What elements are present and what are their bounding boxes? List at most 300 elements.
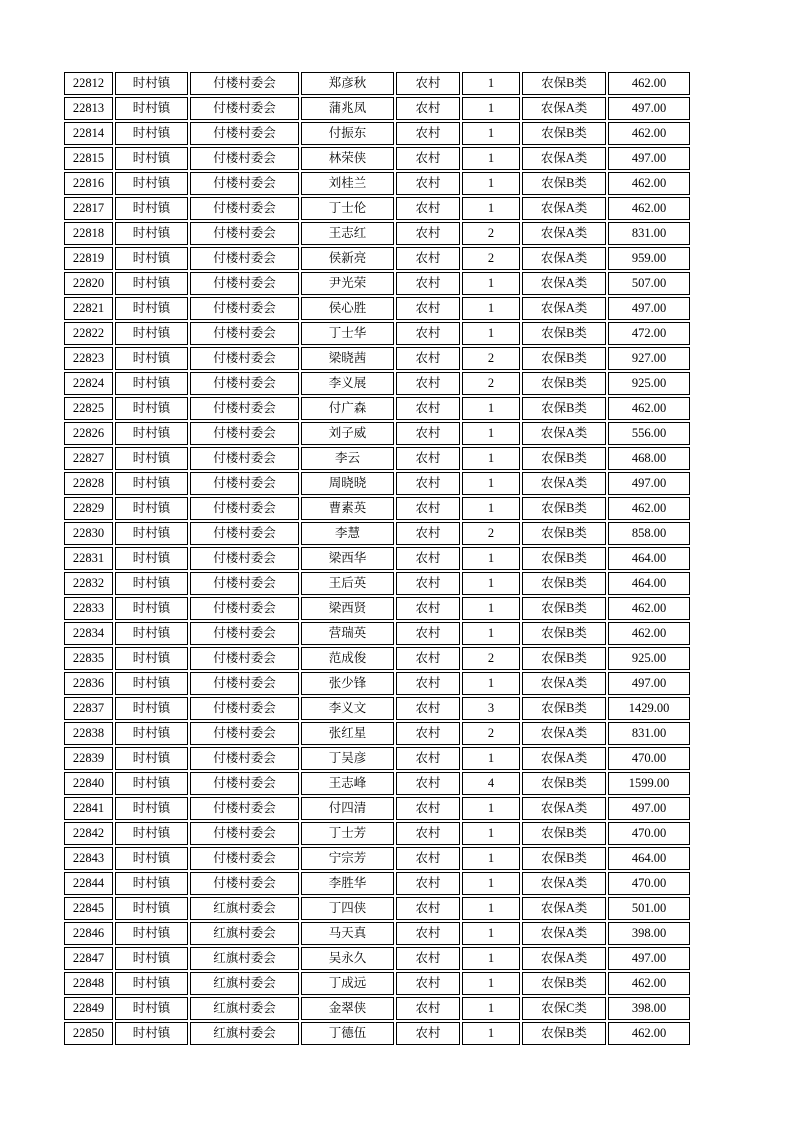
- cell-village-committee: 付楼村委会: [190, 822, 299, 845]
- cell-count: 1: [462, 397, 520, 420]
- cell-serial: 22816: [64, 172, 113, 195]
- cell-serial: 22849: [64, 997, 113, 1020]
- cell-count: 1: [462, 197, 520, 220]
- cell-serial: 22821: [64, 297, 113, 320]
- cell-amount: 462.00: [608, 397, 690, 420]
- cell-serial: 22842: [64, 822, 113, 845]
- cell-amount: 462.00: [608, 197, 690, 220]
- cell-serial: 22833: [64, 597, 113, 620]
- cell-village-committee: 付楼村委会: [190, 122, 299, 145]
- cell-serial: 22832: [64, 572, 113, 595]
- cell-person-name: 侯心胜: [301, 297, 394, 320]
- cell-person-name: 刘桂兰: [301, 172, 394, 195]
- cell-amount: 470.00: [608, 872, 690, 895]
- cell-category: 农村: [396, 247, 460, 270]
- cell-village-committee: 付楼村委会: [190, 422, 299, 445]
- cell-person-name: 李义展: [301, 372, 394, 395]
- cell-serial: 22818: [64, 222, 113, 245]
- cell-insurance-type: 农保B类: [522, 322, 606, 345]
- cell-amount: 464.00: [608, 847, 690, 870]
- cell-count: 1: [462, 447, 520, 470]
- cell-amount: 497.00: [608, 297, 690, 320]
- cell-insurance-type: 农保C类: [522, 997, 606, 1020]
- cell-village-committee: 付楼村委会: [190, 272, 299, 295]
- cell-person-name: 李慧: [301, 522, 394, 545]
- cell-category: 农村: [396, 747, 460, 770]
- cell-category: 农村: [396, 972, 460, 995]
- cell-category: 农村: [396, 422, 460, 445]
- cell-category: 农村: [396, 547, 460, 570]
- cell-insurance-type: 农保B类: [522, 847, 606, 870]
- cell-count: 1: [462, 847, 520, 870]
- table-row: [64, 822, 690, 845]
- cell-category: 农村: [396, 197, 460, 220]
- cell-category: 农村: [396, 672, 460, 695]
- cell-village-committee: 红旗村委会: [190, 947, 299, 970]
- cell-serial: 22819: [64, 247, 113, 270]
- cell-town: 时村镇: [115, 597, 188, 620]
- cell-insurance-type: 农保B类: [522, 572, 606, 595]
- cell-insurance-type: 农保B类: [522, 622, 606, 645]
- cell-town: 时村镇: [115, 122, 188, 145]
- cell-person-name: 曹素英: [301, 497, 394, 520]
- cell-category: 农村: [396, 347, 460, 370]
- cell-insurance-type: 农保A类: [522, 272, 606, 295]
- cell-count: 1: [462, 597, 520, 620]
- cell-village-committee: 付楼村委会: [190, 97, 299, 120]
- cell-town: 时村镇: [115, 97, 188, 120]
- cell-town: 时村镇: [115, 947, 188, 970]
- cell-person-name: 蒲兆凤: [301, 97, 394, 120]
- cell-insurance-type: 农保B类: [522, 347, 606, 370]
- cell-amount: 398.00: [608, 922, 690, 945]
- cell-serial: 22836: [64, 672, 113, 695]
- cell-insurance-type: 农保B类: [522, 772, 606, 795]
- cell-insurance-type: 农保B类: [522, 522, 606, 545]
- cell-serial: 22815: [64, 147, 113, 170]
- cell-town: 时村镇: [115, 622, 188, 645]
- cell-amount: 1599.00: [608, 772, 690, 795]
- cell-category: 农村: [396, 147, 460, 170]
- cell-category: 农村: [396, 697, 460, 720]
- cell-count: 2: [462, 247, 520, 270]
- cell-amount: 556.00: [608, 422, 690, 445]
- cell-count: 1: [462, 272, 520, 295]
- cell-amount: 927.00: [608, 347, 690, 370]
- cell-amount: 462.00: [608, 497, 690, 520]
- cell-serial: 22838: [64, 722, 113, 745]
- cell-person-name: 梁西贤: [301, 597, 394, 620]
- cell-category: 农村: [396, 797, 460, 820]
- cell-person-name: 张红星: [301, 722, 394, 745]
- table-row: [64, 972, 690, 995]
- cell-amount: 398.00: [608, 997, 690, 1020]
- cell-village-committee: 付楼村委会: [190, 197, 299, 220]
- cell-amount: 462.00: [608, 72, 690, 95]
- table-row: [64, 897, 690, 920]
- cell-count: 1: [462, 97, 520, 120]
- cell-town: 时村镇: [115, 972, 188, 995]
- cell-person-name: 吴永久: [301, 947, 394, 970]
- cell-insurance-type: 农保A类: [522, 422, 606, 445]
- cell-town: 时村镇: [115, 272, 188, 295]
- cell-village-committee: 付楼村委会: [190, 772, 299, 795]
- table-row: [64, 197, 690, 220]
- cell-serial: 22827: [64, 447, 113, 470]
- cell-amount: 462.00: [608, 172, 690, 195]
- table-row: [64, 172, 690, 195]
- cell-count: 1: [462, 297, 520, 320]
- cell-serial: 22850: [64, 1022, 113, 1045]
- table-row: [64, 772, 690, 795]
- cell-person-name: 付振东: [301, 122, 394, 145]
- cell-count: 1: [462, 822, 520, 845]
- cell-village-committee: 付楼村委会: [190, 572, 299, 595]
- cell-category: 农村: [396, 72, 460, 95]
- cell-insurance-type: 农保A类: [522, 722, 606, 745]
- table-row: [64, 697, 690, 720]
- cell-insurance-type: 农保B类: [522, 822, 606, 845]
- cell-count: 2: [462, 522, 520, 545]
- cell-village-committee: 付楼村委会: [190, 872, 299, 895]
- cell-category: 农村: [396, 622, 460, 645]
- cell-person-name: 尹光荣: [301, 272, 394, 295]
- table-row: [64, 472, 690, 495]
- cell-town: 时村镇: [115, 572, 188, 595]
- cell-town: 时村镇: [115, 547, 188, 570]
- payment-table: [62, 70, 692, 1047]
- cell-insurance-type: 农保A类: [522, 872, 606, 895]
- cell-serial: 22835: [64, 647, 113, 670]
- cell-village-committee: 付楼村委会: [190, 472, 299, 495]
- cell-category: 农村: [396, 722, 460, 745]
- cell-person-name: 宁宗芳: [301, 847, 394, 870]
- cell-category: 农村: [396, 922, 460, 945]
- cell-serial: 22844: [64, 872, 113, 895]
- cell-village-committee: 付楼村委会: [190, 747, 299, 770]
- table-row: [64, 522, 690, 545]
- cell-count: 2: [462, 647, 520, 670]
- cell-count: 1: [462, 947, 520, 970]
- cell-count: 1: [462, 922, 520, 945]
- cell-town: 时村镇: [115, 647, 188, 670]
- cell-town: 时村镇: [115, 697, 188, 720]
- cell-person-name: 王后英: [301, 572, 394, 595]
- cell-category: 农村: [396, 272, 460, 295]
- cell-village-committee: 付楼村委会: [190, 797, 299, 820]
- cell-count: 1: [462, 1022, 520, 1045]
- cell-count: 1: [462, 747, 520, 770]
- cell-category: 农村: [396, 372, 460, 395]
- cell-person-name: 丁士伦: [301, 197, 394, 220]
- cell-amount: 497.00: [608, 147, 690, 170]
- cell-village-committee: 付楼村委会: [190, 722, 299, 745]
- cell-count: 1: [462, 422, 520, 445]
- cell-insurance-type: 农保B类: [522, 1022, 606, 1045]
- cell-amount: 959.00: [608, 247, 690, 270]
- table-row: [64, 72, 690, 95]
- cell-serial: 22831: [64, 547, 113, 570]
- cell-serial: 22829: [64, 497, 113, 520]
- table-row: [64, 297, 690, 320]
- cell-serial: 22847: [64, 947, 113, 970]
- cell-amount: 470.00: [608, 747, 690, 770]
- cell-amount: 501.00: [608, 897, 690, 920]
- cell-insurance-type: 农保A类: [522, 922, 606, 945]
- cell-amount: 507.00: [608, 272, 690, 295]
- table-row: [64, 97, 690, 120]
- cell-village-committee: 付楼村委会: [190, 147, 299, 170]
- cell-town: 时村镇: [115, 1022, 188, 1045]
- cell-town: 时村镇: [115, 497, 188, 520]
- cell-serial: 22813: [64, 97, 113, 120]
- cell-serial: 22839: [64, 747, 113, 770]
- cell-amount: 470.00: [608, 822, 690, 845]
- cell-count: 1: [462, 547, 520, 570]
- cell-category: 农村: [396, 997, 460, 1020]
- cell-serial: 22845: [64, 897, 113, 920]
- cell-amount: 472.00: [608, 322, 690, 345]
- cell-village-committee: 付楼村委会: [190, 372, 299, 395]
- table-row: [64, 797, 690, 820]
- cell-person-name: 郑彦秋: [301, 72, 394, 95]
- cell-count: 1: [462, 672, 520, 695]
- cell-category: 农村: [396, 1022, 460, 1045]
- cell-person-name: 范成俊: [301, 647, 394, 670]
- cell-amount: 468.00: [608, 447, 690, 470]
- cell-insurance-type: 农保A类: [522, 672, 606, 695]
- cell-serial: 22814: [64, 122, 113, 145]
- cell-count: 1: [462, 997, 520, 1020]
- cell-town: 时村镇: [115, 922, 188, 945]
- table-row: [64, 422, 690, 445]
- cell-serial: 22848: [64, 972, 113, 995]
- cell-person-name: 侯新亮: [301, 247, 394, 270]
- cell-town: 时村镇: [115, 522, 188, 545]
- cell-amount: 858.00: [608, 522, 690, 545]
- cell-category: 农村: [396, 597, 460, 620]
- cell-village-committee: 付楼村委会: [190, 222, 299, 245]
- cell-village-committee: 红旗村委会: [190, 997, 299, 1020]
- table-row: [64, 847, 690, 870]
- cell-amount: 497.00: [608, 672, 690, 695]
- cell-count: 3: [462, 697, 520, 720]
- cell-count: 1: [462, 572, 520, 595]
- cell-category: 农村: [396, 847, 460, 870]
- cell-town: 时村镇: [115, 72, 188, 95]
- cell-insurance-type: 农保A类: [522, 797, 606, 820]
- cell-person-name: 张少锋: [301, 672, 394, 695]
- cell-category: 农村: [396, 297, 460, 320]
- cell-count: 4: [462, 772, 520, 795]
- cell-serial: 22846: [64, 922, 113, 945]
- cell-village-committee: 付楼村委会: [190, 672, 299, 695]
- table-row: [64, 747, 690, 770]
- cell-amount: 925.00: [608, 372, 690, 395]
- table-row: [64, 672, 690, 695]
- cell-town: 时村镇: [115, 197, 188, 220]
- cell-serial: 22812: [64, 72, 113, 95]
- table-row: [64, 1022, 690, 1045]
- cell-serial: 22824: [64, 372, 113, 395]
- cell-village-committee: 付楼村委会: [190, 397, 299, 420]
- cell-category: 农村: [396, 122, 460, 145]
- cell-serial: 22823: [64, 347, 113, 370]
- cell-amount: 831.00: [608, 222, 690, 245]
- table-row: [64, 322, 690, 345]
- table-row: [64, 947, 690, 970]
- cell-category: 农村: [396, 647, 460, 670]
- cell-person-name: 丁士华: [301, 322, 394, 345]
- table-row: [64, 222, 690, 245]
- cell-town: 时村镇: [115, 322, 188, 345]
- cell-count: 1: [462, 872, 520, 895]
- cell-town: 时村镇: [115, 222, 188, 245]
- cell-count: 1: [462, 897, 520, 920]
- cell-town: 时村镇: [115, 172, 188, 195]
- cell-category: 农村: [396, 572, 460, 595]
- table-row: [64, 597, 690, 620]
- cell-category: 农村: [396, 897, 460, 920]
- cell-town: 时村镇: [115, 147, 188, 170]
- cell-insurance-type: 农保B类: [522, 397, 606, 420]
- cell-amount: 462.00: [608, 597, 690, 620]
- cell-category: 农村: [396, 172, 460, 195]
- cell-amount: 462.00: [608, 1022, 690, 1045]
- cell-insurance-type: 农保B类: [522, 597, 606, 620]
- cell-town: 时村镇: [115, 997, 188, 1020]
- cell-person-name: 丁成远: [301, 972, 394, 995]
- table-row: [64, 147, 690, 170]
- table-row: [64, 447, 690, 470]
- cell-amount: 497.00: [608, 947, 690, 970]
- cell-insurance-type: 农保B类: [522, 372, 606, 395]
- cell-insurance-type: 农保B类: [522, 547, 606, 570]
- cell-insurance-type: 农保A类: [522, 222, 606, 245]
- cell-person-name: 付广森: [301, 397, 394, 420]
- cell-person-name: 李云: [301, 447, 394, 470]
- cell-person-name: 丁士芳: [301, 822, 394, 845]
- cell-category: 农村: [396, 497, 460, 520]
- cell-serial: 22841: [64, 797, 113, 820]
- cell-village-committee: 付楼村委会: [190, 697, 299, 720]
- table-row: [64, 547, 690, 570]
- cell-town: 时村镇: [115, 372, 188, 395]
- cell-count: 1: [462, 472, 520, 495]
- cell-count: 2: [462, 347, 520, 370]
- cell-amount: 464.00: [608, 547, 690, 570]
- cell-person-name: 金翠侠: [301, 997, 394, 1020]
- cell-insurance-type: 农保A类: [522, 297, 606, 320]
- cell-village-committee: 付楼村委会: [190, 547, 299, 570]
- table-row: [64, 247, 690, 270]
- cell-town: 时村镇: [115, 422, 188, 445]
- cell-serial: 22828: [64, 472, 113, 495]
- cell-town: 时村镇: [115, 397, 188, 420]
- table-row: [64, 122, 690, 145]
- cell-serial: 22837: [64, 697, 113, 720]
- cell-town: 时村镇: [115, 897, 188, 920]
- cell-person-name: 林荣侠: [301, 147, 394, 170]
- cell-village-committee: 红旗村委会: [190, 922, 299, 945]
- cell-person-name: 王志红: [301, 222, 394, 245]
- cell-person-name: 丁四侠: [301, 897, 394, 920]
- cell-amount: 462.00: [608, 972, 690, 995]
- cell-insurance-type: 农保A类: [522, 97, 606, 120]
- cell-serial: 22840: [64, 772, 113, 795]
- cell-insurance-type: 农保A类: [522, 247, 606, 270]
- cell-count: 1: [462, 797, 520, 820]
- cell-village-committee: 付楼村委会: [190, 647, 299, 670]
- cell-category: 农村: [396, 772, 460, 795]
- cell-count: 1: [462, 497, 520, 520]
- cell-insurance-type: 农保B类: [522, 647, 606, 670]
- cell-person-name: 梁晓茜: [301, 347, 394, 370]
- table-row: [64, 647, 690, 670]
- cell-village-committee: 付楼村委会: [190, 347, 299, 370]
- cell-insurance-type: 农保A类: [522, 897, 606, 920]
- cell-village-committee: 红旗村委会: [190, 897, 299, 920]
- cell-town: 时村镇: [115, 247, 188, 270]
- cell-amount: 464.00: [608, 572, 690, 595]
- cell-category: 农村: [396, 447, 460, 470]
- cell-town: 时村镇: [115, 447, 188, 470]
- cell-category: 农村: [396, 872, 460, 895]
- cell-town: 时村镇: [115, 847, 188, 870]
- cell-insurance-type: 农保A类: [522, 472, 606, 495]
- cell-count: 1: [462, 122, 520, 145]
- cell-insurance-type: 农保B类: [522, 447, 606, 470]
- cell-village-committee: 付楼村委会: [190, 72, 299, 95]
- table-row: [64, 347, 690, 370]
- cell-count: 1: [462, 972, 520, 995]
- cell-village-committee: 付楼村委会: [190, 847, 299, 870]
- cell-serial: 22830: [64, 522, 113, 545]
- cell-insurance-type: 农保B类: [522, 697, 606, 720]
- cell-category: 农村: [396, 322, 460, 345]
- cell-insurance-type: 农保A类: [522, 197, 606, 220]
- cell-insurance-type: 农保B类: [522, 72, 606, 95]
- cell-insurance-type: 农保A类: [522, 747, 606, 770]
- cell-amount: 831.00: [608, 722, 690, 745]
- cell-category: 农村: [396, 222, 460, 245]
- cell-serial: 22820: [64, 272, 113, 295]
- cell-serial: 22822: [64, 322, 113, 345]
- cell-village-committee: 付楼村委会: [190, 522, 299, 545]
- cell-town: 时村镇: [115, 472, 188, 495]
- cell-insurance-type: 农保B类: [522, 497, 606, 520]
- cell-count: 2: [462, 722, 520, 745]
- cell-village-committee: 付楼村委会: [190, 322, 299, 345]
- cell-person-name: 马天真: [301, 922, 394, 945]
- cell-village-committee: 付楼村委会: [190, 447, 299, 470]
- cell-village-committee: 付楼村委会: [190, 297, 299, 320]
- cell-town: 时村镇: [115, 797, 188, 820]
- cell-insurance-type: 农保B类: [522, 972, 606, 995]
- table-row: [64, 722, 690, 745]
- cell-person-name: 营瑞英: [301, 622, 394, 645]
- cell-person-name: 刘子威: [301, 422, 394, 445]
- cell-town: 时村镇: [115, 872, 188, 895]
- cell-town: 时村镇: [115, 297, 188, 320]
- cell-serial: 22826: [64, 422, 113, 445]
- table-row: [64, 272, 690, 295]
- cell-person-name: 丁吴彦: [301, 747, 394, 770]
- cell-count: 2: [462, 372, 520, 395]
- cell-amount: 462.00: [608, 622, 690, 645]
- cell-insurance-type: 农保B类: [522, 122, 606, 145]
- cell-amount: 1429.00: [608, 697, 690, 720]
